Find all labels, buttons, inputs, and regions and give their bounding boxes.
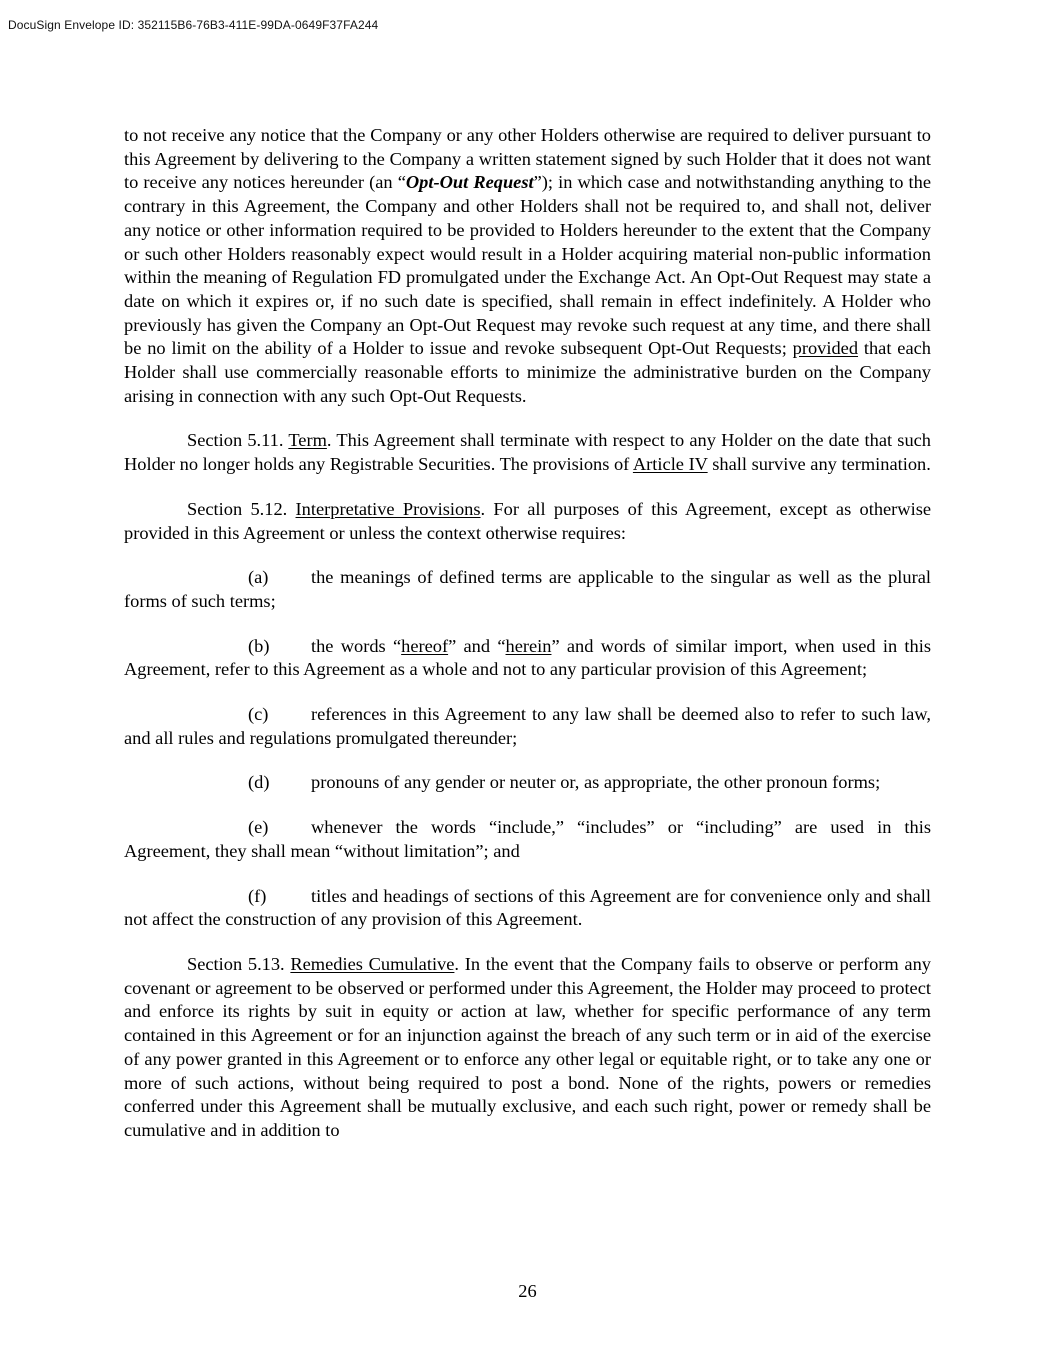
clause-text: ” and “ <box>448 635 506 656</box>
clause-c <box>124 703 931 750</box>
word-hereof: hereof <box>401 635 449 656</box>
clause-label: (b) <box>248 635 270 656</box>
document-body <box>124 124 931 1164</box>
paragraph-text: ”); in which case and notwithstanding anything to the contrary in this Agreement, the Company and other Holders shall not be required to, and shall not, deliver any notice or other information required to be provided to Holders hereunder to the extent that the Company or such other Holders reasonably expect would result in a Holder acquiring material non-public information within the meaning of Regulation FD promulgated under the Exchange Act. An Opt-Out Request may state a date on which it expires or, if no such date is specified, shall remain in effect indefinitely. A Holder who previously has given the Company an Opt-Out Request may revoke such request at any time, and there shall be no limit on the ability of a Holder to issue and revoke subsequent Opt-Out Requests; <box>124 172 931 359</box>
section-5-11 <box>124 429 931 476</box>
clause-label: (c) <box>248 704 269 725</box>
clause-label: (f) <box>248 885 267 906</box>
article-iv-reference: Article IV <box>632 454 708 475</box>
docusign-envelope-id: DocuSign Envelope ID: 352115B6-76B3-411E-99DA-0649F37FA244 <box>8 18 379 32</box>
clause-label: (d) <box>248 772 270 793</box>
section-number: Section 5.11. <box>187 430 289 451</box>
clause-text: references in this Agreement to any law shall be deemed also to refer to such law, and all rules and regulations promulgated thereunder; <box>124 704 931 748</box>
clause-label: (e) <box>248 817 269 838</box>
clause-b <box>124 635 931 682</box>
clause-label: (a) <box>248 567 269 588</box>
clause-text: whenever the words “include,” “includes” or “including” are used in this Agreement, they shall mean “without limitation”; and <box>124 817 931 861</box>
clause-a <box>124 566 931 613</box>
clause-text: ” and words of similar import, when used in this Agreement, refer to this Agreement as a whole and not to any particular provision of this Agreement; <box>124 635 931 680</box>
word-herein: herein <box>505 635 552 656</box>
section-text: . For all purposes of this Agreement, except as otherwise provided in this Agreement or unless the context otherwise requires: <box>124 498 932 543</box>
page-number: 26 <box>518 1281 537 1301</box>
section-text: shall survive any termination. <box>707 454 931 475</box>
clause-f <box>124 885 931 932</box>
section-text: . In the event that the Company fails to observe or perform any covenant or agreement to be observed or performed under this Agreement, the Holder may proceed to protect and enforce its rights by suit in equity or action at law, whether for specific performance of any term contained in this Agreement or for an injunction against the breach of any such term or in aid of the exercise of any power granted in this Agreement or to enforce any other legal or equitable right, or to take any one or more of such actions, without being required to post a bond. None of the rights, powers or remedies conferred under this Agreement shall be mutually exclusive, and each such right, power or remedy shall be cumulative and in addition to <box>124 953 931 1140</box>
opt-out-request-paragraph <box>124 124 931 408</box>
provided-term: provided <box>792 338 859 359</box>
paragraph-text: to not receive any notice that the Company or any other Holders otherwise are required to deliver pursuant to this Agreement by delivering to the Company a written statement signed by such Holder that it does not want to receive any notices hereunder (an “ <box>124 125 931 193</box>
section-5-12 <box>124 498 931 545</box>
section-text: . This Agreement shall terminate with respect to any Holder on the date that such Holder no longer holds any Registrable Securities. The provisions of <box>124 430 931 475</box>
clause-text: the words “ <box>311 635 402 656</box>
clause-e <box>124 816 931 863</box>
paragraph-text: that each Holder shall use commercially reasonable efforts to minimize the administrative burden on the Company arising in connection with any such Opt-Out Requests. <box>124 338 931 406</box>
defined-term-opt-out-request: Opt-Out Request <box>405 172 534 193</box>
clause-text: titles and headings of sections of this Agreement are for convenience only and shall not affect the construction of any provision of this Agreement. <box>124 885 931 930</box>
section-heading-interpretative-provisions: Interpretative Provisions <box>295 498 481 519</box>
clause-d <box>124 771 931 795</box>
section-number: Section 5.13. <box>187 953 291 974</box>
section-heading-term: Term <box>288 430 327 451</box>
clause-text: pronouns of any gender or neuter or, as appropriate, the other pronoun forms; <box>311 772 881 793</box>
section-heading-remedies-cumulative: Remedies Cumulative <box>290 953 455 974</box>
section-5-13 <box>124 953 931 1143</box>
section-number: Section 5.12. <box>187 498 296 519</box>
clause-text: the meanings of defined terms are applicable to the singular as well as the plural forms of such terms; <box>124 567 931 611</box>
